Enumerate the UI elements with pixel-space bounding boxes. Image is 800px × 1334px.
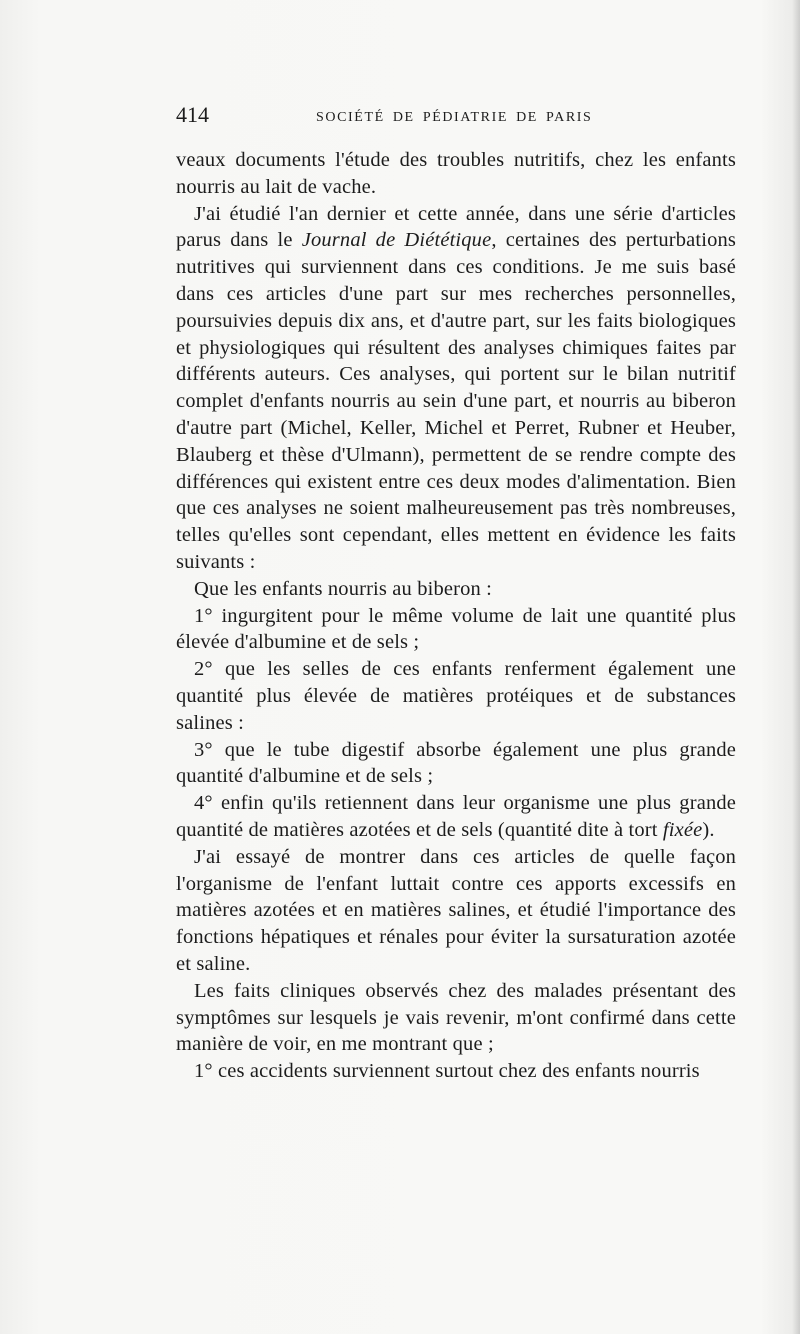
paragraph: Que les enfants nourris au biberon : bbox=[194, 577, 493, 600]
list-item: 1° ingurgitent pour le même volume de lait une quantité plus élevée d'albumine et de sels ; bbox=[176, 604, 736, 654]
page-header bbox=[176, 102, 736, 142]
list-item: 3° que le tube digestif absorbe également une plus grande quantité d'albumine et de sels ; bbox=[176, 738, 736, 788]
page-edge-shadow bbox=[792, 0, 800, 1334]
list-item: 4° enfin qu'ils retiennent dans leur organisme une plus grande quantité de matières azotées et de sels (quantité dite à tort fixée). bbox=[176, 792, 736, 841]
italic-term: fixée bbox=[662, 818, 703, 841]
page-number: 414 bbox=[176, 102, 209, 127]
list-item: 1° ces accidents surviennent surtout chez des enfants nourris bbox=[194, 1060, 700, 1083]
paragraph: Les faits cliniques observés chez des malades présentant des symptômes sur lesquels je vais revenir, m'ont confirmé dans cette manière de voir, en me montrant que ; bbox=[176, 979, 736, 1056]
paragraph: J'ai essayé de montrer dans ces articles de quelle façon l'organisme de l'enfant luttait contre ces apports excessifs en matières azotées et en matières salines, et étudié l'importance des fonctions hépatiques et rénales pour éviter la sursaturation azotée et saline. bbox=[176, 845, 736, 975]
journal-title: Journal de Diététique bbox=[301, 229, 492, 252]
body-text bbox=[176, 147, 736, 1085]
paragraph: veaux documents l'étude des troubles nutritifs, chez les enfants nourris au lait de vache. bbox=[176, 149, 736, 198]
paragraph: J'ai étudié l'an dernier et cette année, dans une série d'articles parus dans le Journal de Diététique, certaines des perturbations nutritives qui surviennent dans ces conditions. Je me suis basé dans ces articles d'une part sur mes recherches personnelles, poursuivies depuis dix ans, et d'autre part, sur les faits biologiques et physiologiques qui résultent des analyses chimiques faites par différents auteurs. Ces analyses, qui portent sur le bilan nutritif complet d'enfants nourris au sein d'une part, et nourris au biberon d'autre part (Michel, Keller, Michel et Perret, Rubner et Heuber, Blauberg et thèse d'Ulmann), permettent de se rendre compte des différences qui existent entre ces deux modes d'alimentation. Bien que ces analyses ne soient malheureusement pas très nombreuses, telles qu'elles sont cependant, elles mettent en évidence les faits suivants : bbox=[176, 202, 737, 573]
list-item: 2° que les selles de ces enfants renferment également une quantité plus élevée de matières protéiques et de substances salines : bbox=[176, 658, 736, 734]
running-head: SOCIÉTÉ DE PÉDIATRIE DE PARIS bbox=[316, 110, 593, 125]
